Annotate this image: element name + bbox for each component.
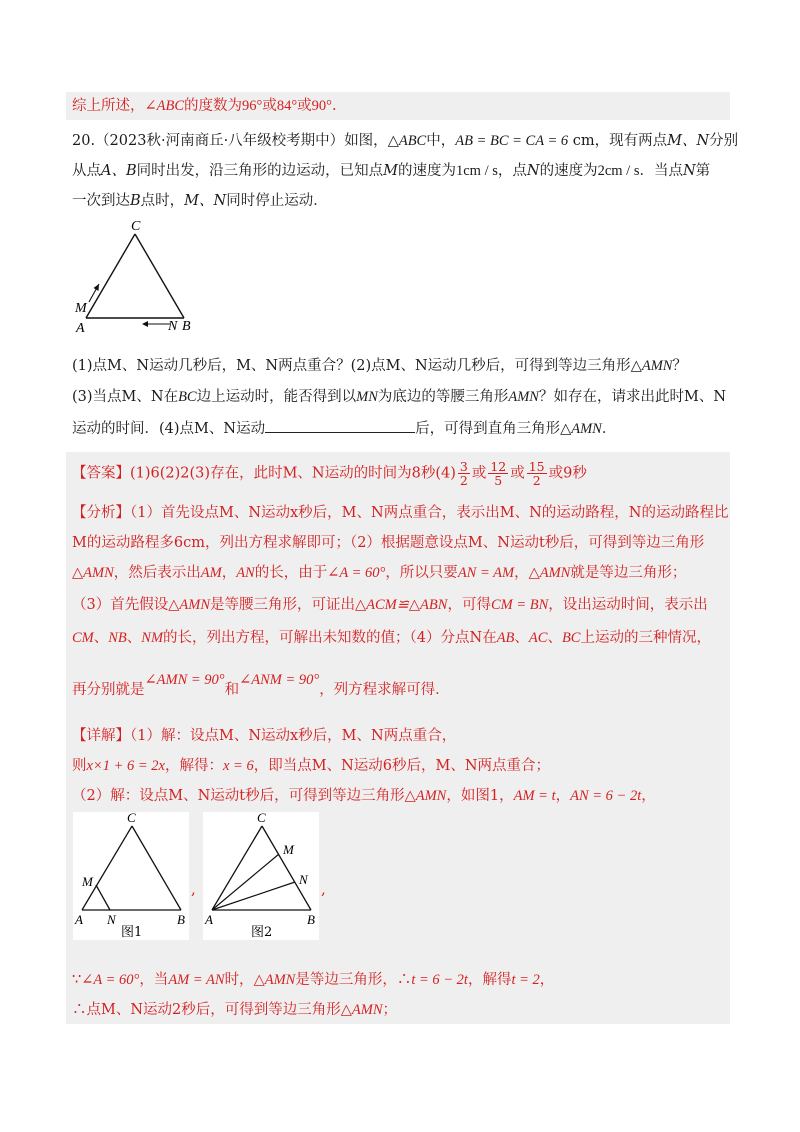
text: 或9秒 [548,465,587,482]
text: △ACM≌△ABN [355,597,448,613]
fig2-segment-am [212,854,279,910]
text: ∠AMN = 90° [144,672,225,688]
label-c: C [131,219,141,234]
analysis-line-6 [72,672,732,700]
label-n: N [168,319,178,334]
problem-source: （2023秋·河南商丘·八年级校考期中） [95,133,345,149]
figure-separator: , [191,880,196,898]
text: 的长，列出方程，可解出未知数的值；（4）分点N在 [163,630,497,646]
text: 同时出发，沿三角形的边运动，已知点 [136,163,384,179]
label-b: B [182,319,191,334]
problem-line-3 [72,191,732,211]
text: 运动的时间．(4)点M、N运动 [72,421,266,437]
label-a: A [76,321,85,336]
fraction-3-2 [458,460,470,487]
fig2-label-a: A [205,912,213,927]
text: ， [641,788,656,804]
text: AM [200,565,222,581]
figure-separator-2: , [321,880,326,898]
text: ，列方程求解可得． [319,682,450,698]
text: ，所以只要 [385,565,458,581]
text: NB [108,630,127,646]
figure-1-box [73,812,189,940]
text: 就是等边三角形； [570,565,687,581]
text: 5 [494,473,503,488]
detail-tag: 【详解】 [72,728,130,744]
text: ∴点M、N运动2秒后，可得到等边三角形 [72,1002,341,1018]
fig1-caption: 图1 [121,925,143,940]
text: AB [496,630,515,646]
text: △AMN [528,565,571,581]
text: ？如存在，请求出此时M、N [538,389,727,405]
conclusion-mid: 的度数为 [184,98,243,114]
text: 15 [528,459,545,474]
detail-line-1 [72,726,732,746]
text: ∠A = 60° [81,972,140,988]
text: ∠ANM = 90° [239,672,320,688]
question-4 [72,418,732,439]
text: 、 [93,630,109,646]
text: AN = AM [457,565,515,581]
fig1-segment-mn [96,885,110,910]
analysis-line-1 [72,503,732,523]
text: (3)当点M、N在 [72,389,179,405]
text: 和 [224,682,240,698]
analysis-line-4 [72,595,732,615]
detail-line-5 [72,1000,732,1020]
text: 是等腰三角形，可证出 [210,597,355,613]
text: ，点 [497,163,527,179]
text: △AMN [168,597,210,613]
text: ． [601,421,617,437]
text: AN = 6 − 2t [570,788,642,804]
fig2-side-ac [212,826,262,910]
problem-line-2 [72,161,732,181]
speed-m: 1cm / s [456,163,498,179]
text: ，设出运动时间，表示出 [548,597,708,613]
text: AC [528,630,548,646]
fig1-side-cb [132,826,181,910]
text: ，现有两点 [594,133,668,149]
text: AN [236,565,255,581]
text: ．当点 [639,163,683,179]
conclusion-end: . [331,98,337,114]
text: B [130,193,141,209]
text: ； [382,1002,398,1018]
text: 、 [514,630,529,646]
answer-tag: 【答案】 [72,465,130,482]
text: CM [72,630,94,646]
text: x×1 + 6 = 2x [86,758,165,774]
fig1-label-m: M [82,874,93,889]
detail-line-2 [72,756,732,776]
figure-2-box [203,812,319,940]
text: （1）首先设点M、N运动x秒后，M、N两点重合，表示出M、N的运动路程，N的运动路程比 [130,505,729,521]
text: 的长，由于 [254,565,328,581]
text: M、N [184,193,227,209]
text: ， [539,972,555,988]
text: AM = t [513,788,556,804]
fig1-side-ac [82,826,132,910]
text: ， [514,565,529,581]
text: 点时， [140,193,185,209]
text: AMN [508,389,539,405]
text: 的速度为 [398,163,456,179]
side-ac [86,234,135,318]
text: （2）解：设点M、N运动t秒后，可得到等边三角形 [72,788,405,804]
text: ，可得 [447,597,491,613]
detail-line-4 [72,970,732,990]
text: 为底边的等腰三角形 [377,389,509,405]
analysis-line-3 [72,563,732,583]
text: 一次到达 [72,193,130,209]
text: ，如图1， [446,788,514,804]
text: 从点 [72,163,101,179]
text: （1）解：设点M、N运动x秒后，M、N两点重合， [130,728,457,744]
analysis-line-5 [72,628,732,648]
fig2-caption: 图2 [251,925,273,940]
text: 第 [695,163,711,179]
text: CM = BN [490,597,549,613]
text: （3）首先假设 [72,597,169,613]
text: 如图， [344,133,388,149]
text: 上运动的三种情况， [580,630,711,646]
text: ，解得 [467,972,512,988]
text: ，解得： [164,758,223,774]
problem-line-1 [72,131,739,151]
text: AM = AN [168,972,225,988]
value-96: 96° [242,98,263,114]
fig2-label-m: M [283,842,294,857]
text: ， [555,788,571,804]
text: ∵ [72,972,82,988]
text: A、B [101,163,137,179]
text: M、N [667,133,710,149]
unit-cm: cm [572,133,595,149]
text: ，当 [139,972,169,988]
question-3 [72,387,732,407]
side-cb [135,234,184,318]
or-1: 或 [262,98,277,114]
figure-2 [203,812,319,940]
text: ，即当点M、N运动6秒后，M、N两点重合； [253,758,551,774]
text: △AMN [404,788,447,804]
text: 2 [532,473,541,488]
text: 再分别就是 [72,682,145,698]
text: 分别 [709,133,739,149]
or-2: 或 [297,98,312,114]
text: 3 [459,459,468,474]
analysis-line-2 [72,533,732,553]
side-lengths: AB = BC = CA = 6 [455,133,569,149]
figure-1 [73,812,189,940]
fig1-label-n: N [107,912,116,927]
conclusion-line [72,96,732,116]
text: △AMN [340,1002,383,1018]
value-90: 90° [311,98,332,114]
label-m: M [75,301,87,316]
text: 或 [510,465,525,482]
text: (1)点M、N运动几秒后，M、N两点重合？(2)点M、N运动几秒后，可得到等边三角形 [72,358,631,374]
fig2-label-n: N [299,872,308,887]
text: 中， [426,133,456,149]
fig2-label-b: B [307,912,315,927]
answer-line [72,460,732,487]
text: △AMN [560,421,602,437]
text: NM [141,630,164,646]
fig2-side-cb [262,826,311,910]
text: 、 [547,630,562,646]
text: 2 [459,473,468,488]
text: 边上运动时，能否得到以 [196,389,357,405]
text: M的运动路程多6cm，列出方程求解即可；（2）根据题意设点M、N运动t秒后，可得到等边三角形 [72,535,705,551]
question-1-2 [72,356,732,376]
fraction-15-2 [527,460,547,487]
text: (1)6(2)2(3)存在，此时M、N运动的时间为8秒(4) [130,465,456,482]
text: N [682,163,696,179]
text: t = 2 [511,972,540,988]
speed-n: 2cm / s [597,163,640,179]
text: △AMN [72,565,114,581]
text: △AMN [253,972,296,988]
answer-blank [265,418,415,433]
text: 同时停止运动． [226,193,328,209]
fig1-label-b: B [177,912,185,927]
fig2-label-c: C [257,812,266,825]
text: 、 [126,630,142,646]
fig1-label-a: A [75,912,83,927]
value-84: 84° [276,98,298,114]
conclusion-prefix: 综上所述， [72,98,145,114]
text: ？ [672,358,687,374]
text: 12 [490,459,507,474]
text: ∠A = 60° [327,565,386,581]
fraction-12-5 [488,460,508,487]
text: t = 6 − 2t [411,972,468,988]
text: 时， [224,972,254,988]
arrow-n-head [142,321,148,327]
fig1-label-c: C [127,812,136,825]
triangle-abc: △ABC [387,133,427,149]
detail-line-3 [72,786,732,806]
text: M [383,163,398,179]
text: 后，可得到直角三角形 [415,421,561,437]
text: N [526,163,540,179]
text: MN [356,389,378,405]
figure-triangle-main [72,218,212,336]
text: ， [221,565,237,581]
fig2-segment-an [212,882,295,910]
text: x = 6 [222,758,254,774]
text: ，然后表示出 [113,565,201,581]
angle-abc: ∠ABC [144,98,185,114]
text: BC [561,630,581,646]
analysis-tag: 【分析】 [72,505,130,521]
problem-number: 20. [72,133,96,149]
text: 是等边三角形，∴ [295,972,412,988]
text: 或 [471,465,487,482]
triangle-amn: △AMN [630,358,673,374]
text: 则 [72,758,87,774]
text: 的速度为 [539,163,598,179]
text: BC [178,389,197,405]
